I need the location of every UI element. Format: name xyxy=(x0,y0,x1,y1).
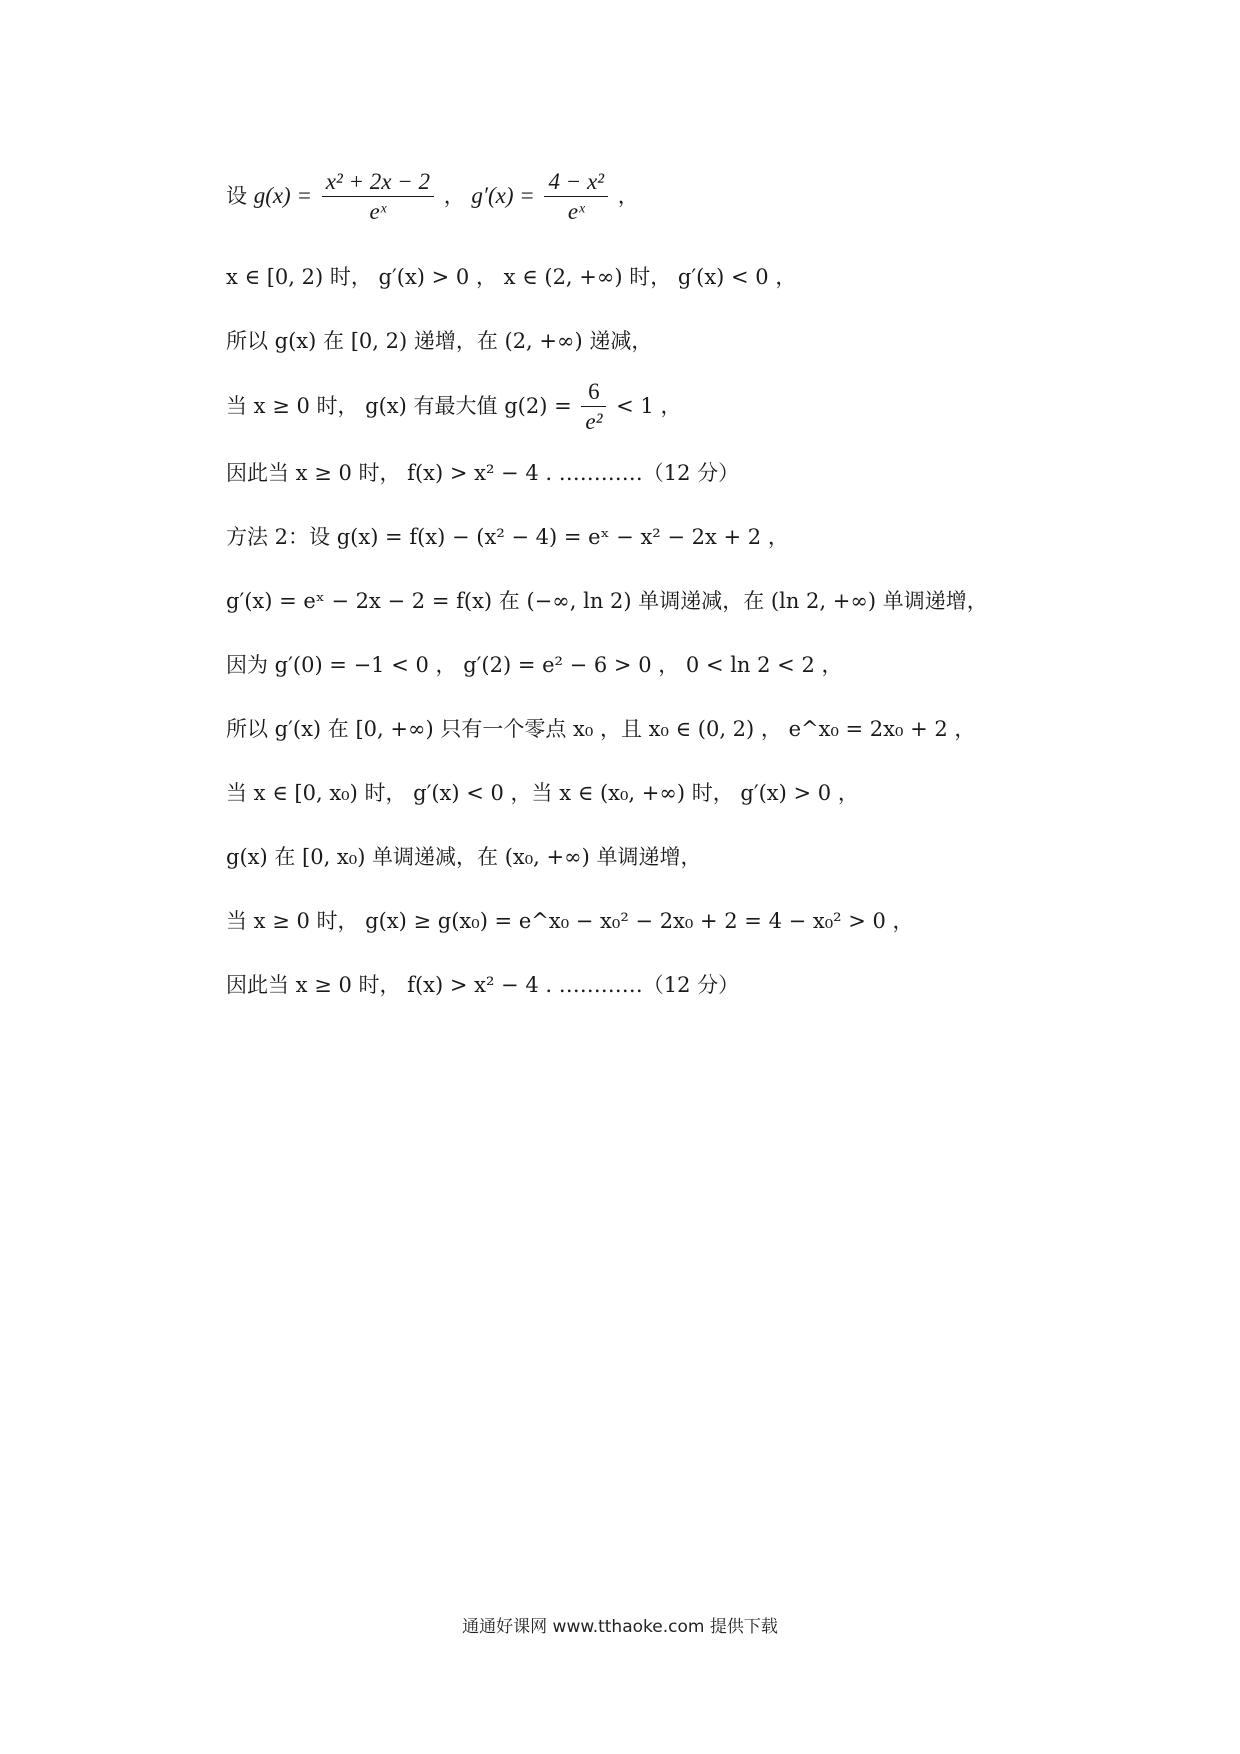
line-4-end: < 1 ， xyxy=(616,394,682,418)
line-9: 所以 g′(x) 在 [0, +∞) 只有一个零点 x₀ ，且 x₀ ∈ (0, 2) ， e^x₀ = 2x₀ + 2 ， xyxy=(226,717,976,741)
fraction-g-prime-numerator: 4 − x² xyxy=(548,169,605,194)
line-10: 当 x ∈ [0, x₀) 时， g′(x) < 0 ，当 x ∈ (x₀, +∞) 时， g′(x) > 0 ， xyxy=(226,781,859,805)
fraction-max xyxy=(581,378,606,437)
line-4 xyxy=(226,378,681,437)
line-1-prefix: 设 xyxy=(226,184,254,208)
line-4-text: 当 x ≥ 0 时， g(x) 有最大值 g(2) = xyxy=(226,394,572,418)
fraction-g-prime-denominator: eˣ xyxy=(544,196,608,227)
line-12: 当 x ≥ 0 时， g(x) ≥ g(x₀) = e^x₀ − x₀² − 2x₀ + 2 = 4 − x₀² > 0 ， xyxy=(226,909,914,933)
footer-source: 通通好课网 www.tthaoke.com 提供下载 xyxy=(462,1617,778,1637)
fraction-g xyxy=(322,168,434,227)
line-2: x ∈ [0, 2) 时， g′(x) > 0 ， x ∈ (2, +∞) 时， g′(x) < 0 ， xyxy=(226,265,797,289)
line-13: 因此当 x ≥ 0 时， f(x) > x² − 4 . …………（12 分） xyxy=(226,973,740,997)
fraction-g-prime xyxy=(544,168,608,227)
line-8: 因为 g′(0) = −1 < 0 ， g′(2) = e² − 6 > 0 ， 0 < ln 2 < 2 ， xyxy=(226,653,843,677)
line-5: 因此当 x ≥ 0 时， f(x) > x² − 4 . …………（12 分） xyxy=(226,461,740,485)
line-1-lhs2: g′(x) = xyxy=(471,183,535,208)
fraction-max-denominator: e² xyxy=(581,406,606,437)
fraction-g-denominator: eˣ xyxy=(322,196,434,227)
line-1 xyxy=(226,168,639,227)
line-11: g(x) 在 [0, x₀) 单调递减，在 (x₀, +∞) 单调递增， xyxy=(226,845,702,869)
line-1-end: ， xyxy=(617,184,639,208)
line-1-lhs: g(x) = xyxy=(253,183,312,208)
line-3: 所以 g(x) 在 [0, 2) 递增，在 (2, +∞) 递减， xyxy=(226,329,653,353)
line-1-separator: ， xyxy=(443,184,465,208)
fraction-g-numerator: x² + 2x − 2 xyxy=(325,169,431,194)
line-6: 方法 2：设 g(x) = f(x) − (x² − 4) = eˣ − x² − 2x + 2 ， xyxy=(226,525,789,549)
fraction-max-numerator: 6 xyxy=(588,379,600,404)
line-7: g′(x) = eˣ − 2x − 2 = f(x) 在 (−∞, ln 2) 单调递减，在 (ln 2, +∞) 单调递增， xyxy=(226,589,988,613)
